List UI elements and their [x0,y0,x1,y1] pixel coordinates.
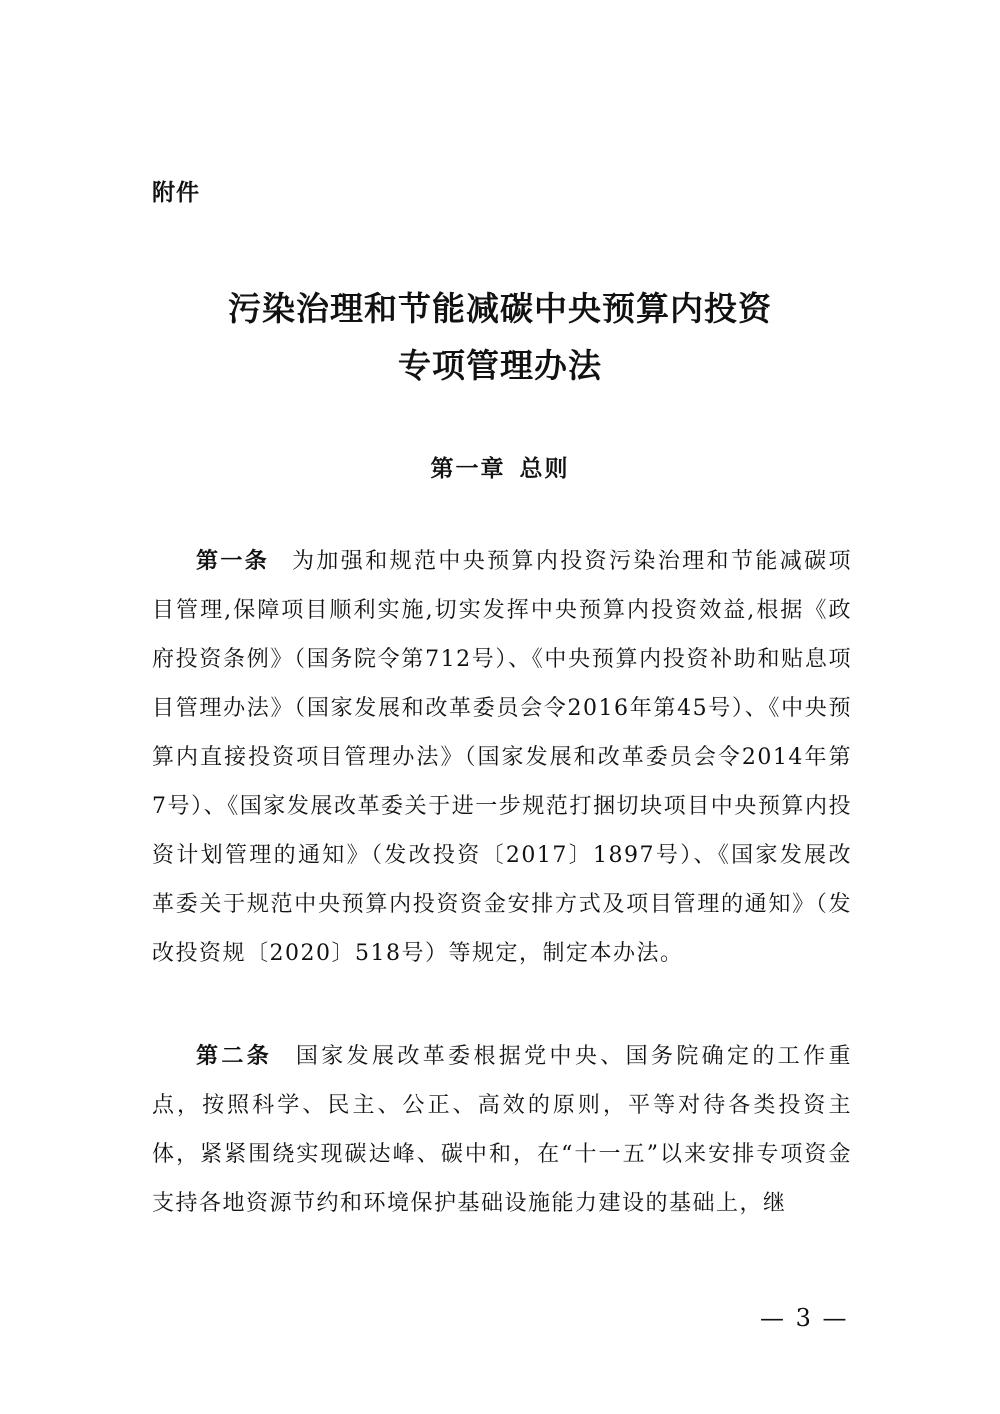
article-text: 为加强和规范中央预算内投资污染治理和节能减碳项目管理,保障项目顺利实施,切实发挥中央预算内投资效益,根据《政府投资条例》（国务院令第712号）、《中央预算内投资补助和贴息项目管理办法》（国家发展和改革委员会令2016年第45号）、《中央预算内直接投资项目管理办法》（国家发展和改革委员会令2014年第7号）、《国家发展改革委关于进一步规范打捆切块项目中央预算内投资计划管理的通知》（发改投资〔2017〕1897号）、《国家发展改革委关于规范中央预算内投资资金安排方式及项目管理的通知》（发改投资规〔2020〕518号）等规定，制定本办法。 [152,549,852,966]
chapter-name: 总则 [519,456,570,482]
document-title-line-2: 专项管理办法 [398,346,602,385]
article-text: 国家发展改革委根据党中央、国务院确定的工作重点，按照科学、民主、公正、高效的原则，平等对待各类投资主体，紧紧围绕实现碳达峰、碳中和，在“十一五”以来安排专项资金支持各地资源节约和环境保护基础设施能力建设的基础上，继 [152,1044,852,1216]
attachment-label: 附件 [152,180,200,206]
article-number: 第一条 [196,549,270,574]
article-number: 第二条 [196,1044,273,1069]
article-2 [152,1032,852,1228]
chapter-heading [0,450,1000,483]
chapter-number: 第一章 [430,456,506,482]
article-1 [152,537,852,978]
page-number: — 3 — [760,1304,849,1332]
document-title-line-1: 污染治理和节能减碳中央预算内投资 [228,289,772,328]
